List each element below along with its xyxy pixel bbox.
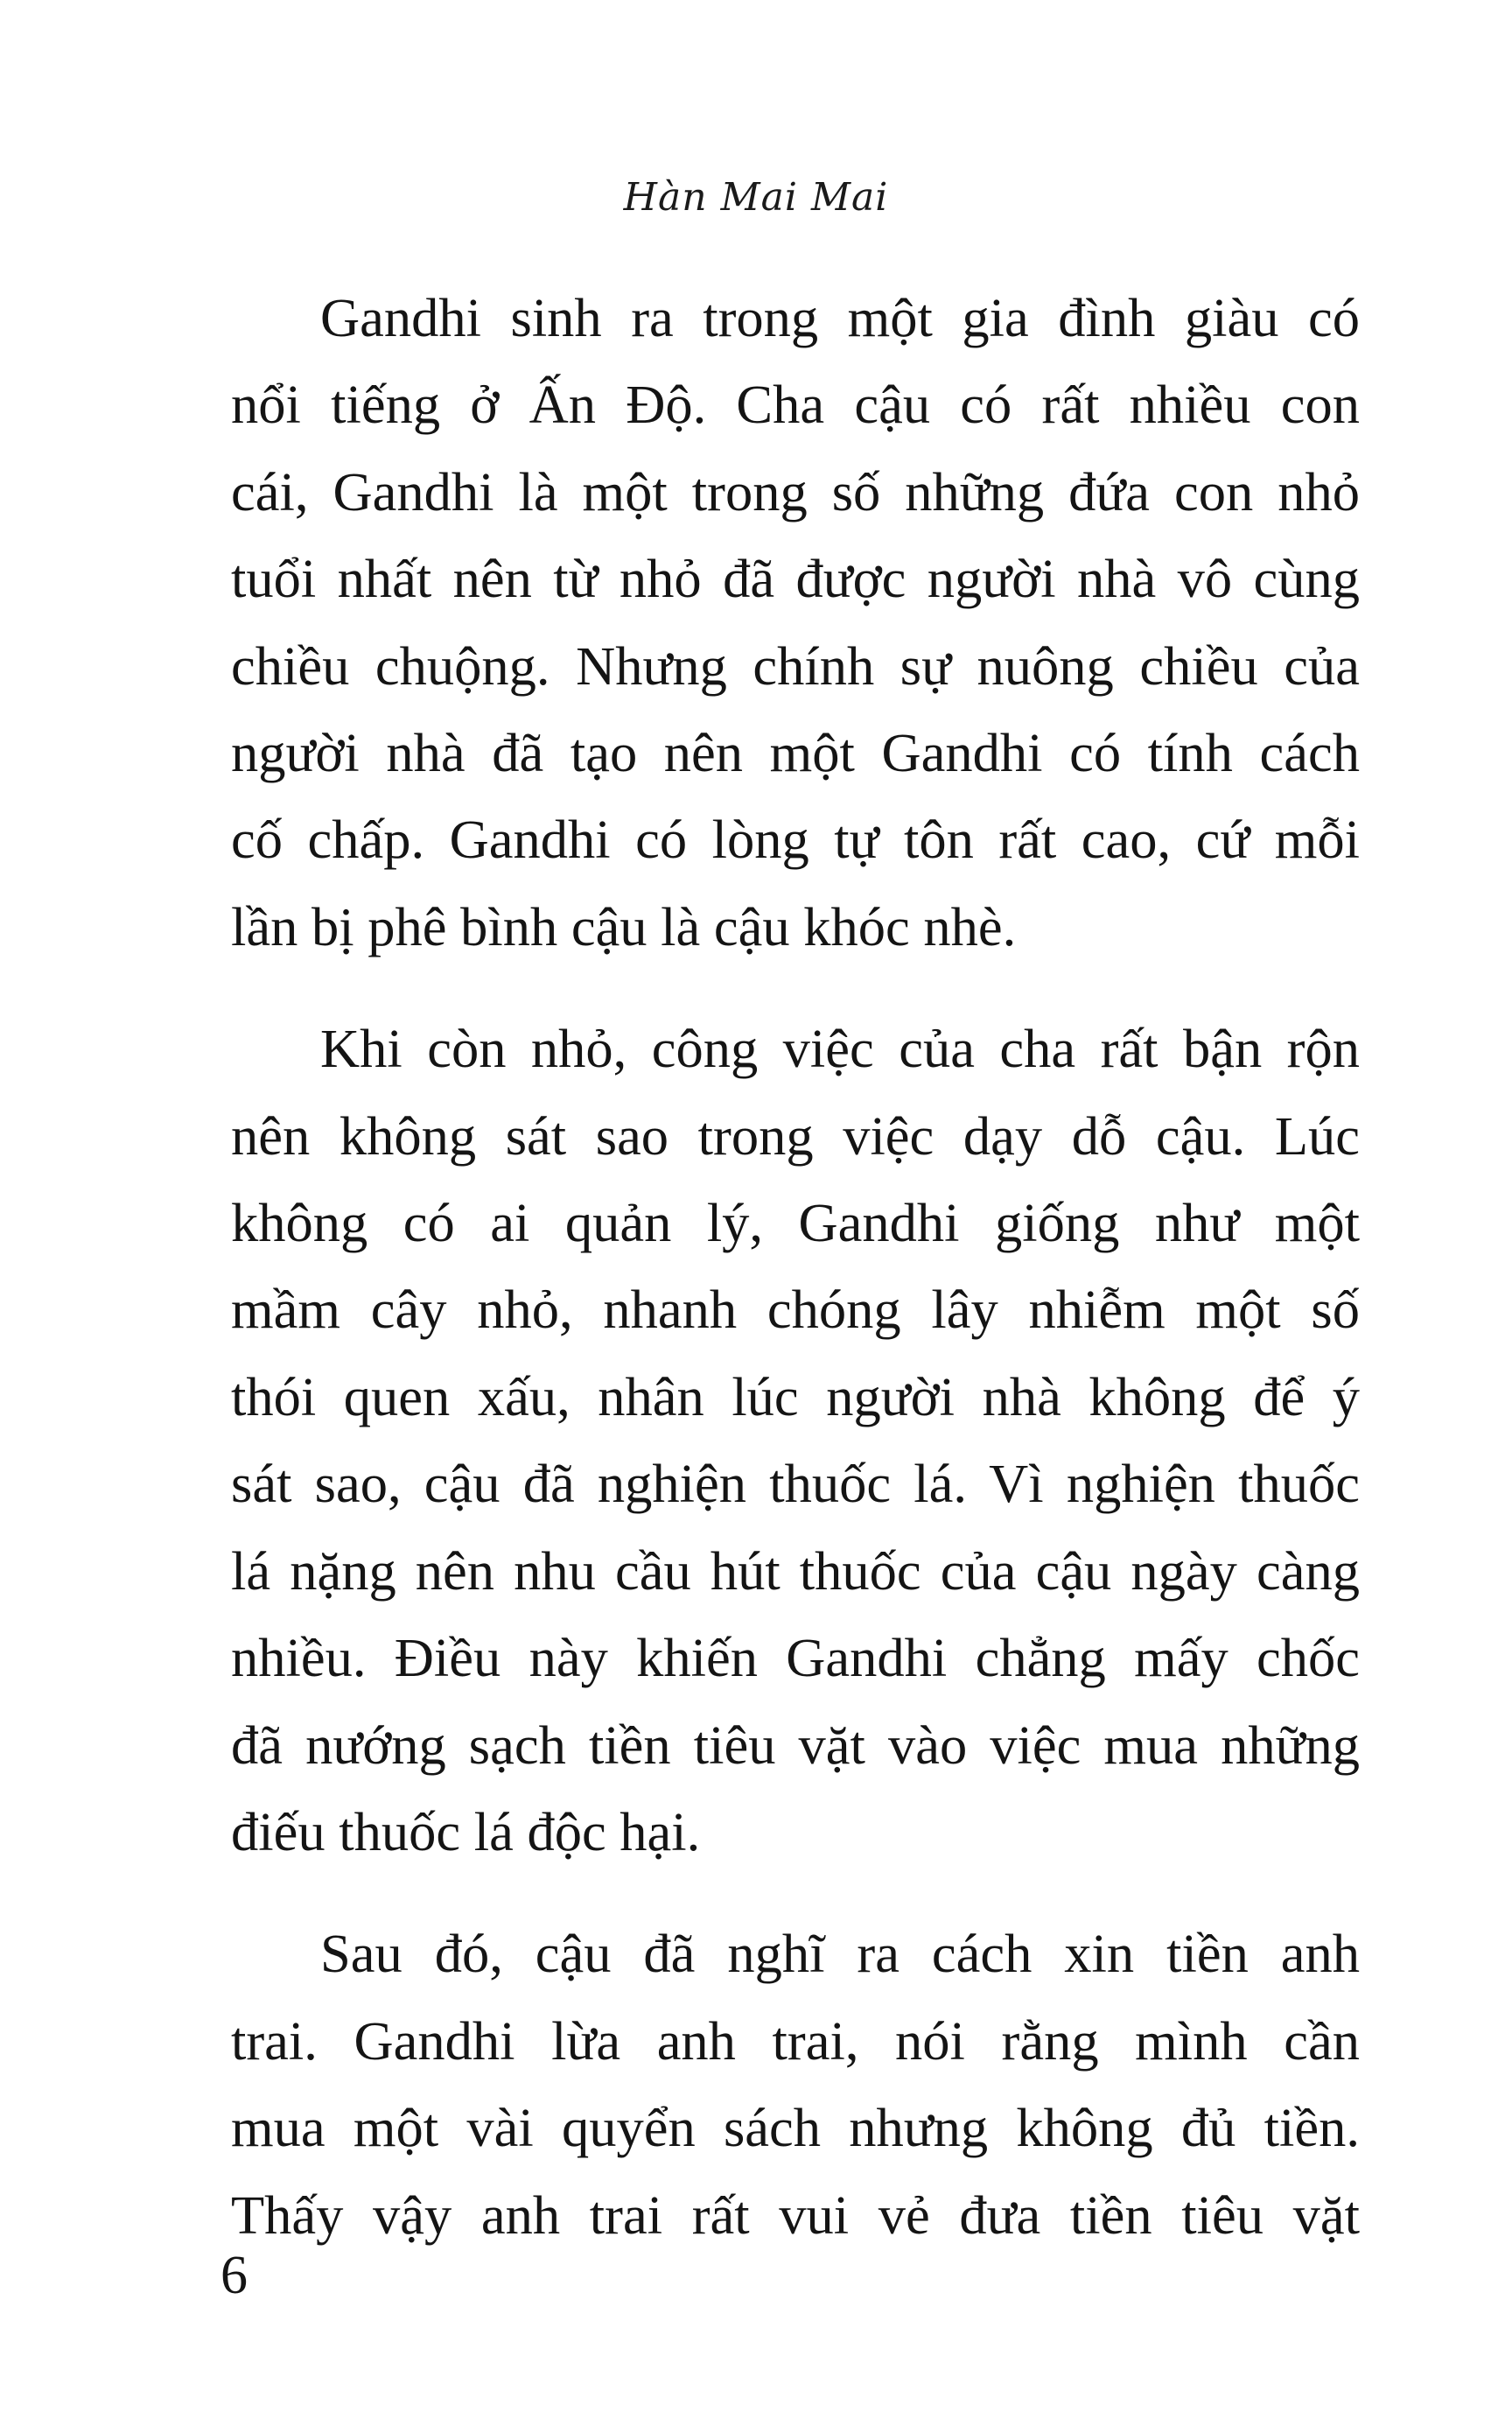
running-title: Hàn Mai Mai — [623, 175, 889, 220]
text-line: Sau đó, cậu đã nghĩ ra cách xin tiền anh — [320, 1923, 1360, 1985]
text-line: lần bị phê bình cậu là cậu khóc nhè. — [231, 895, 1017, 957]
text-line: thói quen xấu, nhân lúc người nhà không để ý — [231, 1365, 1360, 1427]
text-line: cái, Gandhi là một trong số những đứa con nhỏ — [231, 460, 1360, 522]
text-line: mầm cây nhỏ, nhanh chóng lây nhiễm một số — [231, 1279, 1360, 1341]
text-line: tuổi nhất nên từ nhỏ đã được người nhà vô cùng — [231, 548, 1360, 610]
page-number: 6 — [220, 2246, 248, 2305]
paragraph — [231, 1911, 1360, 2259]
text-line: mua một vài quyển sách nhưng không đủ tiền. — [231, 2097, 1360, 2159]
text-line: Khi còn nhỏ, công việc của cha rất bận rộn — [320, 1018, 1360, 1080]
text-line: không có ai quản lý, Gandhi giống như một — [231, 1192, 1360, 1254]
text-line: Gandhi sinh ra trong một gia đình giàu có — [320, 287, 1360, 348]
text-line: nhiều. Điều này khiến Gandhi chẳng mấy chốc — [231, 1627, 1360, 1689]
text-line: chiều chuộng. Nhưng chính sự nuông chiều của — [231, 635, 1360, 697]
text-line: nên không sát sao trong việc dạy dỗ cậu. Lúc — [231, 1104, 1360, 1167]
text-line: lá nặng nên nhu cầu hút thuốc của cậu ngày càng — [231, 1539, 1360, 1602]
text-line: nổi tiếng ở Ấn Độ. Cha cậu có rất nhiều con — [231, 374, 1360, 436]
text-line: điếu thuốc lá độc hại. — [231, 1800, 701, 1862]
paragraph — [231, 1006, 1360, 1876]
text-line: sát sao, cậu đã nghiện thuốc lá. Vì nghiện thuốc — [231, 1453, 1360, 1515]
text-line: đã nướng sạch tiền tiêu vặt vào việc mua những — [231, 1714, 1360, 1776]
text-line: Thấy vậy anh trai rất vui vẻ đưa tiền tiêu vặt — [231, 2184, 1360, 2246]
body-text — [231, 275, 1360, 2294]
text-line: trai. Gandhi lừa anh trai, nói rằng mình cần — [231, 2009, 1360, 2072]
text-line: người nhà đã tạo nên một Gandhi có tính cách — [231, 722, 1360, 784]
text-line: cố chấp. Gandhi có lòng tự tôn rất cao, cứ mỗi — [231, 809, 1360, 871]
paragraph — [231, 275, 1360, 971]
